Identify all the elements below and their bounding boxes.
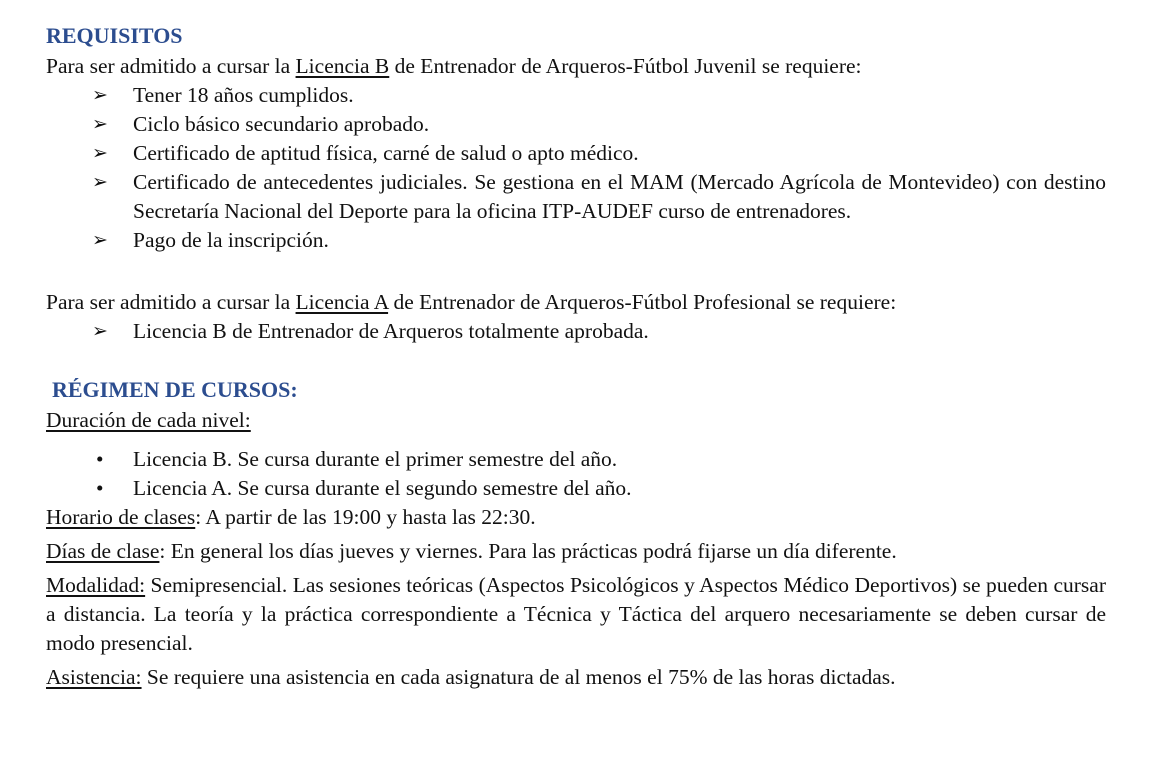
licencia-b-term: Licencia B [295, 54, 390, 78]
bullet-icon: • [96, 476, 104, 500]
licencia-b-requirements [46, 81, 1106, 255]
licencia-b-intro [46, 52, 1106, 81]
asistencia-term: Asistencia: [46, 665, 142, 689]
duracion-label [46, 406, 1106, 435]
arrow-bullet-icon: ➢ [92, 172, 108, 193]
requisitos-heading: REQUISITOS [46, 23, 183, 48]
list-item [46, 110, 1106, 139]
duracion-list [46, 445, 1106, 503]
arrow-bullet-icon: ➢ [92, 85, 108, 106]
intro-a-pre: Para ser admitido a cursar la [46, 290, 296, 314]
list-item [46, 317, 1106, 346]
dias-text: : En general los días jueves y viernes. Para las prácticas podrá fijarse un día diferente. [159, 539, 897, 563]
arrow-bullet-icon: ➢ [92, 321, 108, 342]
horario-term: Horario de clases [46, 505, 196, 529]
horario-paragraph [46, 503, 1106, 532]
list-item-text: Licencia B de Entrenador de Arqueros totalmente aprobada. [133, 319, 649, 343]
asistencia-text: Se requiere una asistencia en cada asignatura de al menos el 75% de las horas dictadas. [141, 665, 896, 689]
list-item [46, 474, 1106, 503]
duracion-term: Duración de cada nivel: [46, 408, 251, 432]
list-item-text: Tener 18 años cumplidos. [133, 83, 354, 107]
intro-b-pre: Para ser admitido a cursar la [46, 54, 296, 78]
list-item-text: Certificado de aptitud física, carné de salud o apto médico. [133, 141, 639, 165]
list-item [46, 226, 1106, 255]
intro-b-post: de Entrenador de Arqueros-Fútbol Juvenil se requiere: [389, 54, 862, 78]
list-item [46, 139, 1106, 168]
horario-text: : A partir de las 19:00 y hasta las 22:30. [195, 505, 536, 529]
list-item-text: Licencia B. Se cursa durante el primer semestre del año. [133, 447, 618, 471]
list-item-text: Licencia A. Se cursa durante el segundo semestre del año. [133, 476, 632, 500]
regimen-heading: RÉGIMEN DE CURSOS: [52, 377, 298, 402]
licencia-a-intro [46, 288, 1106, 317]
arrow-bullet-icon: ➢ [92, 230, 108, 251]
intro-a-post: de Entrenador de Arqueros-Fútbol Profesional se requiere: [388, 290, 897, 314]
bullet-icon: • [96, 447, 104, 471]
list-item-text: Pago de la inscripción. [133, 228, 329, 252]
arrow-bullet-icon: ➢ [92, 114, 108, 135]
dias-term: Días de clase [46, 539, 160, 563]
modalidad-paragraph [46, 571, 1106, 658]
list-item-text: Ciclo básico secundario aprobado. [133, 112, 430, 136]
document-page [46, 20, 1106, 692]
licencia-a-requirements [46, 317, 1106, 346]
list-item [46, 168, 1106, 226]
asistencia-paragraph [46, 663, 1106, 692]
list-item [46, 81, 1106, 110]
modalidad-text: Semipresencial. Las sesiones teóricas (Aspectos Psicológicos y Aspectos Médico Deportivos) se pueden cursar a distancia. La teoría y la práctica correspondiente a Técnica y Táctica del arquero necesariamente se deben cursar de modo presencial. [46, 573, 1106, 655]
dias-paragraph [46, 537, 1106, 566]
list-item-text: Certificado de antecedentes judiciales. Se gestiona en el MAM (Mercado Agrícola de Montevideo) con destino Secretaría Nacional del Deporte para la oficina ITP-AUDEF curso de entrenadores. [133, 170, 1106, 223]
list-item [46, 445, 1106, 474]
arrow-bullet-icon: ➢ [92, 143, 108, 164]
licencia-a-term: Licencia A [295, 290, 389, 314]
modalidad-term: Modalidad: [46, 573, 146, 597]
